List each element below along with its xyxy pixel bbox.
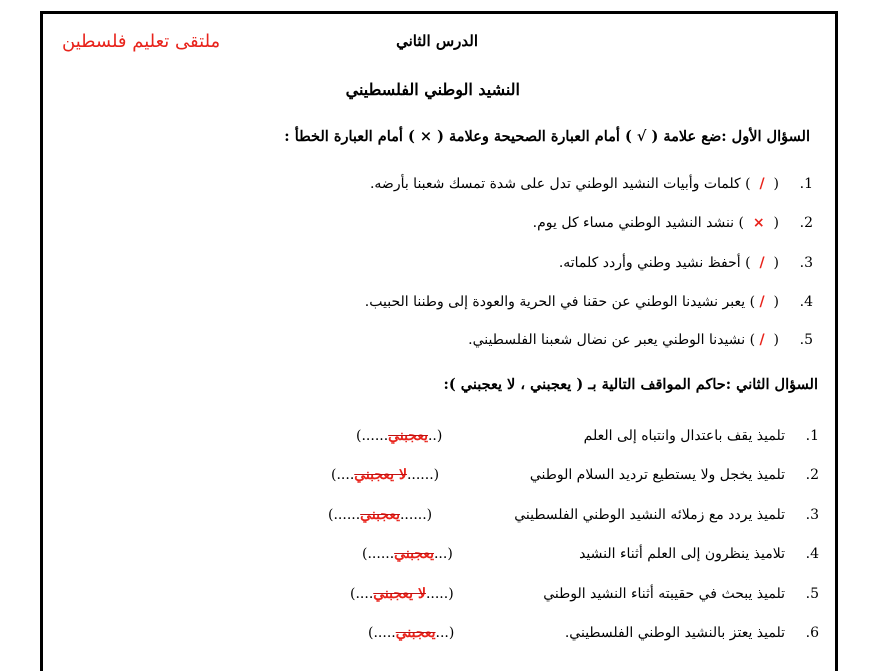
item-number: 3. — [799, 255, 813, 271]
answer-mark: × — [752, 215, 765, 231]
item-text: نشيدنا الوطني يعبر عن نضال شعبنا الفلسطيني. — [468, 332, 746, 348]
item-text: يعبر نشيدنا الوطني عن حقنا في الحرية والعودة إلى وطننا الحبيب. — [364, 294, 746, 310]
list-item — [514, 507, 819, 523]
item-text: أحفظ نشيد وطني وأردد كلماته. — [558, 255, 741, 271]
site-name: ملتقى تعليم فلسطين — [62, 31, 221, 52]
answer-text: يعجبني — [360, 507, 400, 523]
answer-field: (.... لا يعجبني ......) — [331, 467, 440, 483]
list-item: 2. ( × ) ننشد النشيد الوطني مساء كل يوم. — [532, 215, 813, 231]
item-text: ننشد النشيد الوطني مساء كل يوم. — [532, 215, 735, 231]
answer-field: (...... يعجبني ...) — [362, 546, 453, 562]
lesson-label: الدرس الثاني — [396, 32, 478, 50]
list-item: 3. ( / ) أحفظ نشيد وطني وأردد كلماته. — [558, 255, 813, 271]
answer-text: لا يعجبني — [373, 586, 426, 602]
item-number: 4. — [799, 294, 813, 310]
answer-text: يعجبني — [395, 625, 436, 641]
item-text: تلميذ يقف باعتدال وانتباه إلى العلم — [583, 428, 785, 444]
list-item — [543, 586, 819, 602]
item-number: 5. — [805, 586, 819, 602]
answer-mark: / — [759, 255, 765, 271]
answer-field: (...... يعجبني ..) — [356, 428, 443, 444]
item-text: كلمات وأبيات النشيد الوطني تدل على شدة تمسك شعبنا بأرضه. — [369, 176, 741, 192]
item-number: 1. — [799, 176, 813, 192]
item-number: 2. — [799, 215, 813, 231]
list-item — [579, 546, 819, 562]
item-number: 1. — [805, 428, 819, 444]
item-text: تلميذ يبحث في حقيبته أثناء النشيد الوطني — [543, 586, 785, 602]
item-text: تلميذ يخجل ولا يستطيع ترديد السلام الوطني — [529, 467, 785, 483]
list-item: 4. ( / ) يعبر نشيدنا الوطني عن حقنا في الحرية والعودة إلى وطننا الحبيب. — [364, 294, 813, 310]
item-number: 3. — [805, 507, 819, 523]
item-number: 5. — [799, 332, 813, 348]
item-number: 4. — [805, 546, 819, 562]
list-item — [530, 467, 819, 483]
item-number: 2. — [805, 467, 819, 483]
item-text: تلميذ يردد مع زملائه النشيد الوطني الفلسطيني — [514, 507, 785, 523]
list-item — [584, 428, 819, 444]
answer-text: يعجبني — [394, 546, 434, 562]
answer-field: (...... يعجبني ......) — [328, 507, 433, 523]
item-number: 6. — [805, 625, 819, 641]
answer-field: (..... يعجبني ...) — [368, 625, 455, 641]
answer-mark: / — [759, 294, 765, 310]
item-text: تلاميذ ينظرون إلى العلم أثناء النشيد — [579, 546, 785, 562]
answer-text: لا يعجبني — [354, 467, 407, 483]
answer-field: (.... لا يعجبني .....) — [350, 586, 454, 602]
question-2-heading: السؤال الثاني :حاكم المواقف التالية بـ ( يعجبني ، لا يعجبني ): — [443, 376, 818, 393]
answer-mark: / — [759, 176, 765, 192]
list-item: 1. ( / ) كلمات وأبيات النشيد الوطني تدل على شدة تمسك شعبنا بأرضه. — [369, 176, 813, 192]
item-text: تلميذ يعتز بالنشيد الوطني الفلسطيني. — [564, 625, 785, 641]
list-item: 5. ( / ) نشيدنا الوطني يعبر عن نضال شعبنا الفلسطيني. — [468, 332, 813, 348]
page-title: النشيد الوطني الفلسطيني — [345, 80, 520, 99]
question-1-heading: السؤال الأول :ضع علامة ( √ ) أمام العبارة الصحيحة وعلامة ( × ) أمام العبارة الخطأ : — [284, 128, 810, 145]
answer-text: يعجبني — [388, 428, 428, 444]
list-item — [565, 625, 819, 641]
answer-mark: / — [759, 332, 765, 348]
